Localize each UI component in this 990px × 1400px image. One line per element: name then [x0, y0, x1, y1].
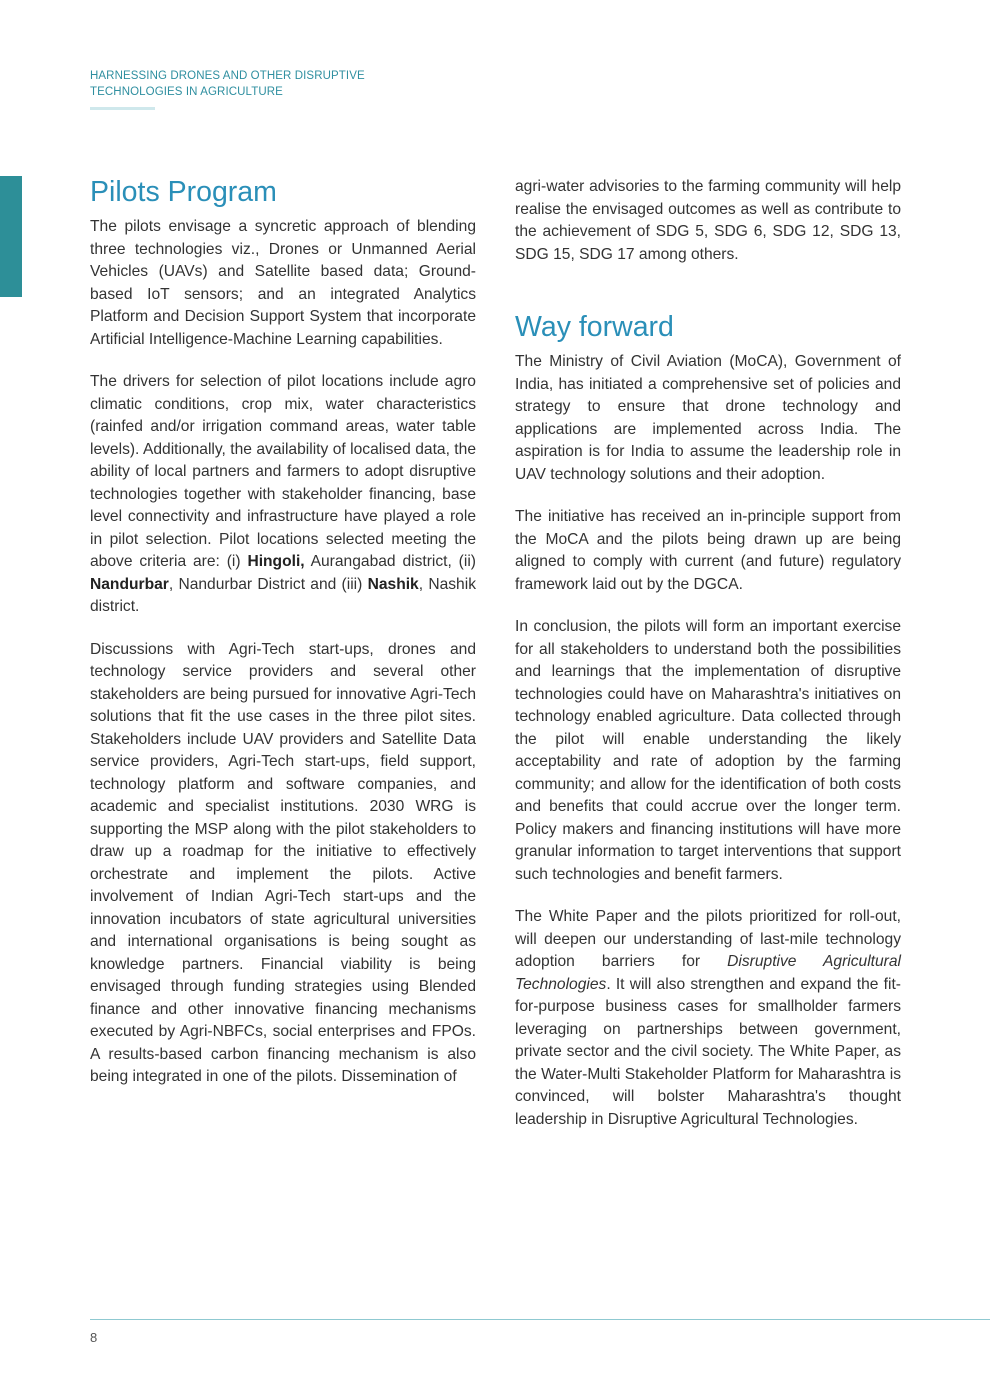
location-nashik: Nashik	[367, 575, 419, 593]
running-header-line-2: TECHNOLOGIES IN AGRICULTURE	[90, 86, 283, 98]
pilots-p2-text-b: Aurangabad district, (ii)	[304, 553, 476, 570]
way-forward-paragraph-1: The Ministry of Civil Aviation (MoCA), Government of India, has initiated a comprehensive set of policies and strategy to ensure that drone technology and applications are implemented across India. The aspiration is for India to assume the leadership role in UAV technology solutions and their adoption.	[515, 353, 901, 483]
way-forward-p4-italic: Disruptive Agricultural Technologies	[515, 953, 901, 993]
pilots-p2-text-c: , Nandurbar District and (iii)	[168, 575, 368, 593]
way-forward-p4-text-b: . It will also strengthen and expand the fit-for-purpose business cases for smallholder farmers leveraging on partnerships between government, private sector and the civil society. The White Paper, as the Water-Multi Stakeholder Platform for Maharashtra is convinced, will bolster Maharashtra's thought leadership in Disruptive Agricultural Technologies.	[515, 975, 901, 1128]
header-underline	[90, 107, 155, 110]
pilots-paragraph-1: The pilots envisage a syncretic approach of blending three technologies viz., Drones or Unmanned Aerial Vehicles (UAVs) and Satellite based data; Ground-based IoT sensors; and an integrated Analytics Platform and Decision Support System that incorporate Artificial Intelligence-Machine Learning capabilities.	[90, 218, 476, 348]
left-column	[90, 174, 476, 1089]
way-forward-paragraph-4	[515, 906, 901, 1131]
side-accent-bar	[0, 176, 22, 297]
pilots-paragraph-3: Discussions with Agri-Tech start-ups, drones and technology service providers and several other stakeholders are being pursued for innovative Agri-Tech solutions that fit the use cases in the three pilot sites. Stakeholders include UAV providers and Satellite Data service providers, Agri-Tech start-ups, field support, technology platform and software companies, and academic and specialist institutions. 2030 WRG is supporting the MSP along with the pilot stakeholders to draw up a roadmap for the initiative to effectively orchestrate and implement the pilots. Active involvement of Indian Agri-Tech start-ups and the innovation incubators of state agricultural universities and international organisations is being sought as knowledge partners. Financial viability is being envisaged through funding strategies using Blended finance and other innovative financing mechanisms executed by Agri-NBFCs, social enterprises and FPOs. A results-based carbon financing mechanism is also being integrated in one of the pilots. Dissemination of	[90, 640, 476, 1085]
way-forward-p4-text-a: The White Paper and the pilots prioritized for roll-out, will deepen our understanding of last-mile technology adoption barriers for	[515, 908, 901, 970]
pilots-paragraph-2	[90, 371, 476, 619]
way-forward-paragraph-3: In conclusion, the pilots will form an important exercise for all stakeholders to understand both the possibilities and learnings that the implementation of disruptive technologies could have on Maharashtra's initiatives on technology enabled agriculture. Data collected through the pilot will enable understanding the likely acceptability and rate of adoption by the farming community; and allow for the identification of both costs and benefits that could accrue over the longer term. Policy makers and financing institutions will have more granular information to target interventions that support such technologies and benefit farmers.	[515, 618, 901, 883]
way-forward-paragraph-2: The initiative has received an in-principle support from the MoCA and the pilots being drawn up are being aligned to comply with current (and future) regulatory framework laid out by the DGCA.	[515, 508, 901, 593]
pilots-program-heading: Pilots Program	[90, 176, 277, 208]
way-forward-heading: Way forward	[515, 311, 674, 343]
right-column	[515, 176, 901, 1131]
location-nandurbar: Nandurbar	[90, 575, 169, 593]
page-number: 8	[90, 1330, 98, 1345]
running-header	[90, 68, 365, 100]
location-hingoli: Hingoli,	[247, 553, 305, 570]
pilots-paragraph-3-continued: agri-water advisories to the farming community will help realise the envisaged outcomes as well as contribute to the achievement of SDG 5, SDG 6, SDG 12, SDG 13, SDG 15, SDG 17 among others.	[515, 178, 901, 263]
running-header-line-1: HARNESSING DRONES AND OTHER DISRUPTIVE	[90, 70, 365, 82]
footer-rule	[90, 1319, 990, 1320]
pilots-p2-text-a: The drivers for selection of pilot locations include agro climatic conditions, crop mix, water characteristics (rainfed and/or irrigation command areas, water table levels). Additionally, the availability of localised data, the ability of local partners and farmers to adopt disruptive technologies together with stakeholder financing, base level connectivity and infrastructure have played a role in pilot selection. Pilot locations selected meeting the above criteria are: (i)	[90, 373, 476, 570]
pilots-p2-text-d: , Nashik district.	[90, 575, 476, 615]
